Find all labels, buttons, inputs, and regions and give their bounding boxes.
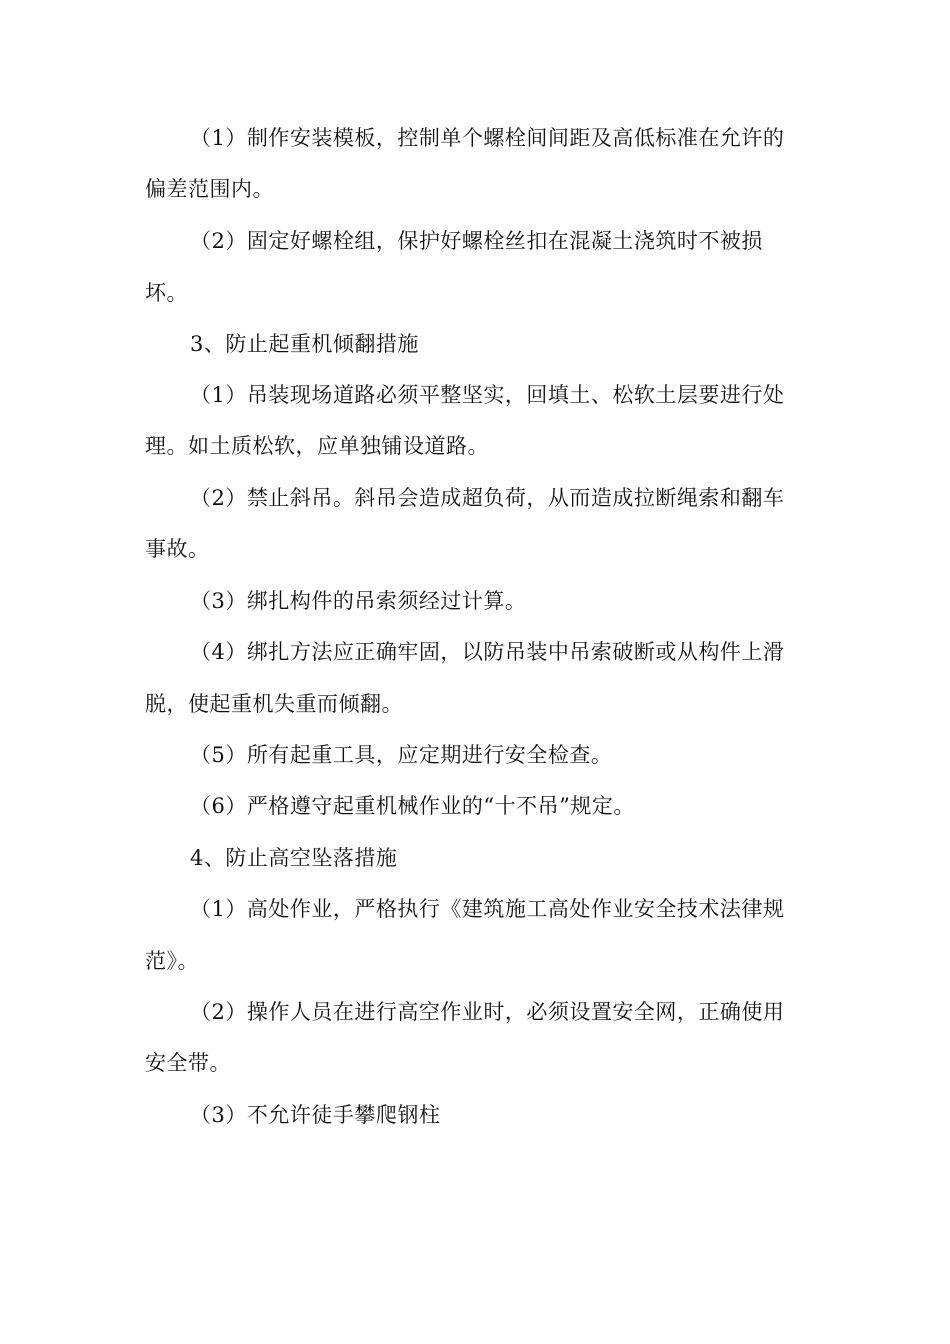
paragraph-line: （5）所有起重工具，应定期进行安全检查。 [190,743,613,767]
paragraph-line: （1）制作安装模板，控制单个螺栓间间距及高低标准在允许的 [190,126,785,150]
paragraph-line: 坏。 [145,281,188,305]
paragraph-line: 脱，使起重机失重而倾翻。 [145,692,403,716]
paragraph-line: （6）严格遵守起重机械作业的“十不吊”规定。 [190,794,635,818]
paragraph-line: （2）固定好螺栓组，保护好螺栓丝扣在混凝土浇筑时不被损 [190,229,763,253]
paragraph-line: 理。如土质松软，应单独铺设道路。 [145,434,489,458]
paragraph-line: （4）绑扎方法应正确牢固，以防吊装中吊索破断或从构件上滑 [190,640,785,664]
paragraph-line: 事故。 [145,537,210,561]
section-heading: 3、防止起重机倾翻措施 [190,332,419,356]
paragraph-line: 偏差范围内。 [145,177,274,201]
paragraph-line: （3）不允许徒手攀爬钢柱 [190,1103,441,1127]
paragraph-line: （1）吊装现场道路必须平整坚实，回填土、松软土层要进行处 [190,383,785,407]
paragraph-line: （2）禁止斜吊。斜吊会造成超负荷，从而造成拉断绳索和翻车 [190,486,785,510]
paragraph-line: （3）绑扎构件的吊索须经过计算。 [190,589,527,613]
paragraph-line: （1）高处作业，严格执行《建筑施工高处作业安全技术法律规 [190,897,785,921]
section-heading: 4、防止高空坠落措施 [190,846,398,870]
paragraph-line: 范》。 [145,949,199,973]
paragraph-line: （2）操作人员在进行高空作业时，必须设置安全网，正确使用 [190,1000,785,1024]
paragraph-line: 安全带。 [145,1051,231,1075]
